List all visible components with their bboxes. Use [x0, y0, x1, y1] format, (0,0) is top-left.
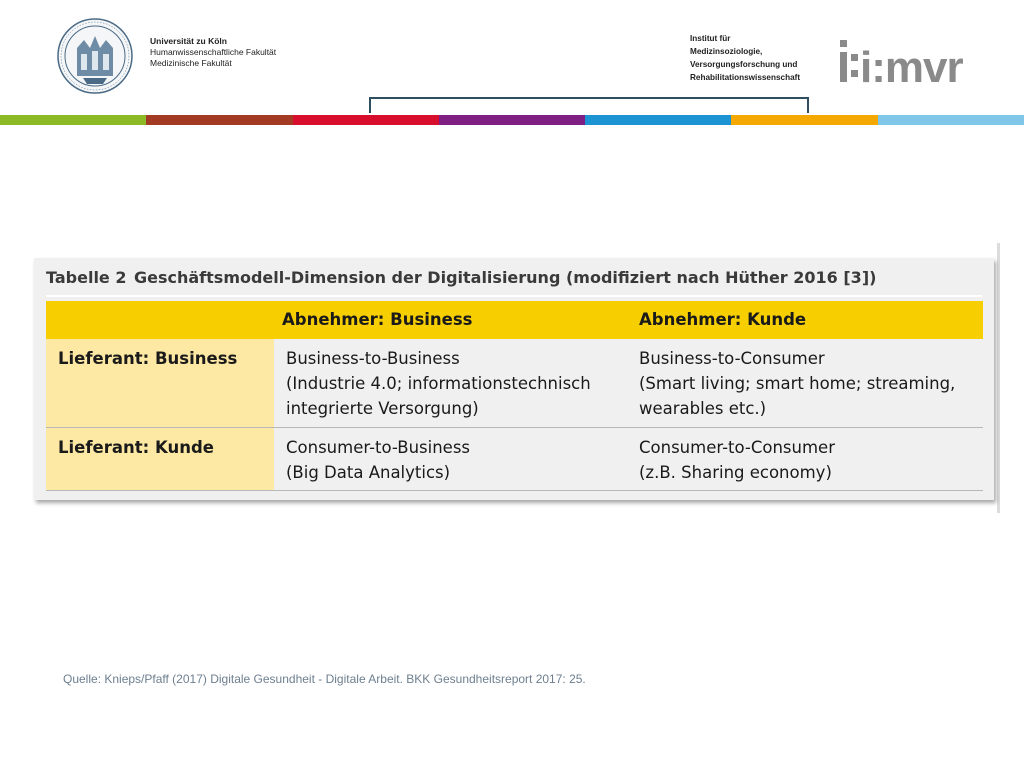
imvr-logo: [838, 38, 970, 86]
cell-line: Consumer-to-Business: [286, 438, 471, 457]
stripe-segment: [878, 115, 1024, 125]
table-row: [46, 428, 983, 491]
faculty-human-sciences: Humanwissenschaftliche Fakultät: [150, 47, 277, 57]
color-stripe: [0, 115, 1024, 125]
cell-line: (z.B. Sharing economy): [639, 463, 832, 482]
header-empty-cell: [46, 301, 274, 339]
cell-line: Consumer-to-Consumer: [639, 438, 835, 457]
cell-line: Business-to-Consumer: [639, 349, 825, 368]
table-header-row: [46, 301, 983, 339]
table-row: [46, 339, 983, 428]
cell-line: (Smart living; smart home; streaming,: [639, 374, 956, 393]
cell-line: Business-to-Business: [286, 349, 460, 368]
cell-line: (Big Data Analytics): [286, 463, 451, 482]
stripe-segment: [731, 115, 877, 125]
stripe-segment: [0, 115, 146, 125]
stripe-segment: [293, 115, 439, 125]
header-buyer-customer: Abnehmer: Kunde: [639, 310, 807, 329]
university-name: Universität zu Köln: [150, 36, 227, 46]
cell-line: wearables etc.): [639, 399, 767, 418]
cell-line: integrierte Versorgung): [286, 399, 479, 418]
stripe-segment: [146, 115, 292, 125]
stripe-segment: [585, 115, 731, 125]
imvr-logo-text: i:mvr: [860, 43, 963, 86]
institute-line: Versorgungsforschung und: [690, 60, 798, 69]
cell-c2b: [274, 428, 627, 490]
faculty-medicine: Medizinische Fakultät: [150, 58, 232, 68]
panel-edge: [997, 243, 1000, 513]
row-label-supplier-business: Lieferant: Business: [46, 339, 274, 427]
source-citation: Quelle: Knieps/Pfaff (2017) Digitale Gesundheit - Digitale Arbeit. BKK Gesundheitsreport 2017: 25.: [63, 672, 586, 686]
cell-b2c: [627, 339, 983, 427]
header-bracket-line: [369, 97, 809, 113]
table-caption-title: Geschäftsmodell-Dimension der Digitalisierung (modifiziert nach Hüther 2016 [3]): [134, 268, 877, 287]
cell-line: (Industrie 4.0; informationstechnisch: [286, 374, 591, 393]
business-model-table: [46, 301, 983, 491]
cell-c2c: [627, 428, 983, 490]
table-panel: [34, 258, 994, 500]
institute-name-block: [690, 32, 800, 84]
institute-line: Medizinsoziologie,: [690, 47, 763, 56]
institute-line: Rehabilitationswissenschaft: [690, 73, 801, 82]
header-buyer-business: Abnehmer: Business: [282, 310, 473, 329]
university-name-block: [150, 36, 276, 69]
stripe-segment: [439, 115, 585, 125]
row-label-supplier-customer: Lieferant: Kunde: [46, 428, 274, 490]
cell-b2b: [274, 339, 627, 427]
table-caption-number: Tabelle 2: [46, 268, 127, 287]
table-caption: [46, 268, 982, 297]
institute-line: Institut für: [690, 34, 731, 43]
university-seal-logo: [57, 18, 133, 94]
